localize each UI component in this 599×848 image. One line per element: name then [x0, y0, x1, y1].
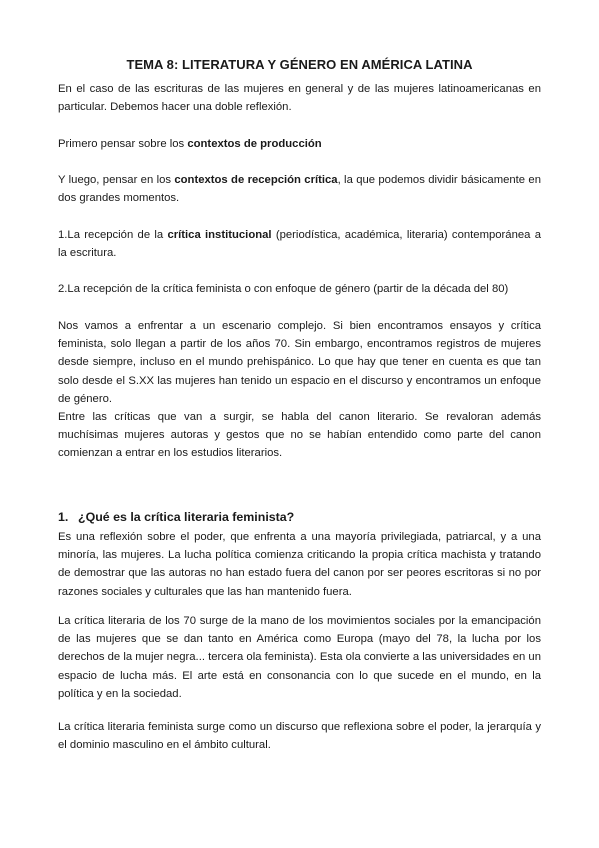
section-heading: [58, 510, 541, 524]
paragraph-reception-context: [58, 171, 541, 207]
paragraph-text: 1.La recepción de la: [58, 229, 168, 241]
paragraph-institutional-criticism: [58, 226, 541, 262]
paragraph-power-discourse: La crítica literaria feminista surge como un discurso que reflexiona sobre el poder, la jerarquía y el dominio masculino en el ámbito cultural.: [58, 721, 541, 752]
bold-term: contextos de recepción crítica: [174, 174, 338, 186]
section-title: ¿Qué es la crítica literaria feminista?: [78, 510, 295, 524]
paragraph-canon: Entre las críticas que van a surgir, se habla del canon literario. Se revaloran además muchísimas mujeres autoras y gestos que no se habían entendido como parte del canon comienzan a entrar en los estudios literarios.: [58, 411, 541, 460]
bold-term: contextos de producción: [187, 138, 322, 150]
paragraph-text: (periodística, académica, literaria) contemporánea a la escritura.: [58, 229, 541, 260]
paragraph-text: Y luego, pensar en los: [58, 174, 175, 186]
section-number: 1.: [58, 510, 69, 524]
paragraph-text: Primero pensar sobre los: [58, 138, 188, 150]
document-title: TEMA 8: LITERATURA Y GÉNERO EN AMÉRICA LATINA: [126, 57, 473, 72]
paragraph-feminist-criticism: 2.La recepción de la crítica feminista o con enfoque de género (partir de la década del 80): [58, 283, 509, 295]
paragraph-intro: En el caso de las escrituras de las mujeres en general y de las mujeres latinoamericanas en particular. Debemos hacer una doble reflexión.: [58, 83, 541, 114]
paragraph-production-context: [58, 135, 541, 153]
paragraph-seventies: La crítica literaria de los 70 surge de la mano de los movimientos sociales por la emancipación de las mujeres que se dan tanto en América como Europa (mayo del 78, la lucha por los derechos de la mujer negra... tercera ola feminista). Esta ola convierte a las universidades en un espacio de lucha más. El arte está en consonancia con lo que sucede en el mundo, en la política y en la sociedad.: [58, 615, 541, 700]
bold-term: crítica institucional: [167, 229, 272, 241]
paragraph-complex-scenario: Nos vamos a enfrentar a un escenario complejo. Si bien encontramos ensayos y crítica feminista, solo llegan a partir de los años 70. Sin embargo, encontramos registros de mujeres desde siempre, incluso en el mundo prehispánico. Lo que hay que tener en cuenta es que tan solo desde el S.XX las mujeres han tenido un espacio en el discurso y encontramos un enfoque de género.: [58, 320, 541, 405]
paragraph-text: , la que podemos dividir básicamente en dos grandes momentos.: [58, 174, 541, 205]
paragraph-definition: Es una reflexión sobre el poder, que enfrenta a una mayoría privilegiada, patriarcal, y a una minoría, las mujeres. La lucha política comienza criticando la propia crítica machista y tratando de demostrar que las autoras no han estado fuera del canon por ser peores escritoras si no por razones sociales y culturales que las han mantenido fuera.: [58, 531, 541, 598]
